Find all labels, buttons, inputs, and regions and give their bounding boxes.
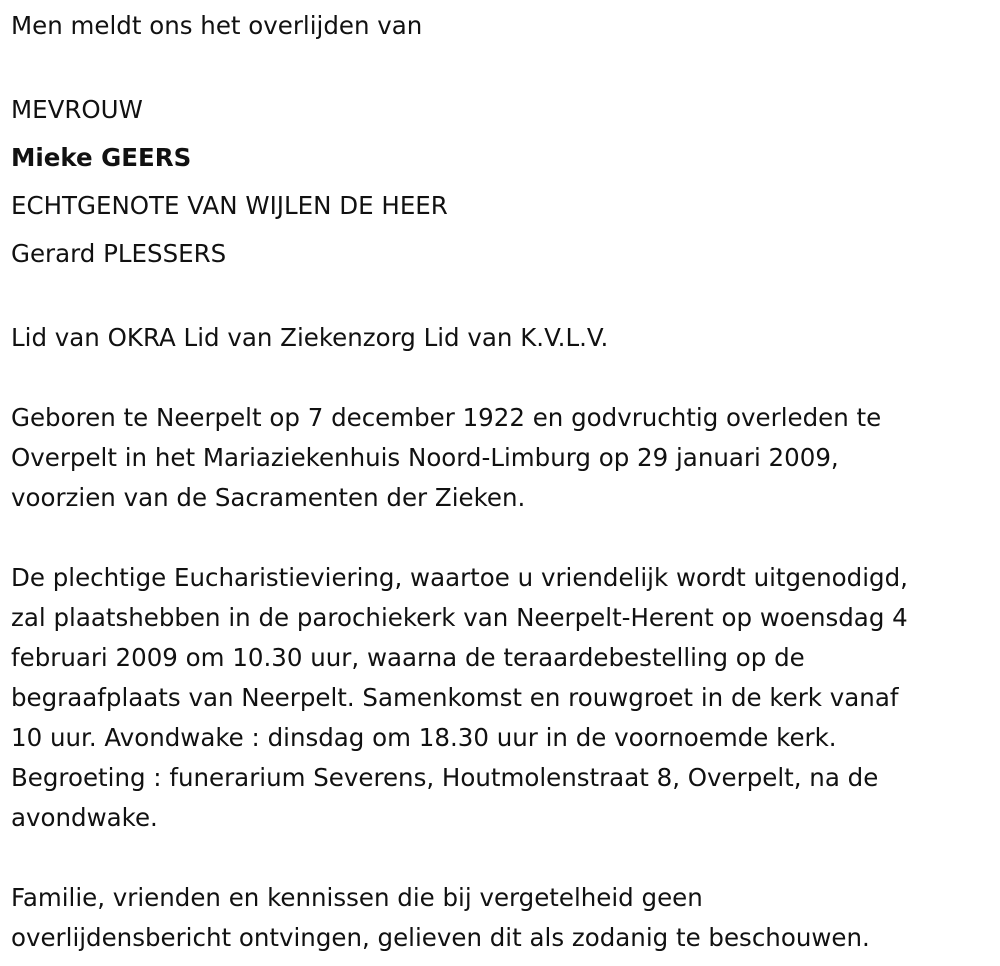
deceased-name: Mieke GEERS — [11, 143, 192, 172]
paragraph-line: De plechtige Eucharistieviering, waartoe u vriendelijk wordt uitgenodigd, — [11, 563, 908, 592]
paragraph-line: Begroeting : funerarium Severens, Houtmolenstraat 8, Overpelt, na de — [11, 763, 879, 792]
intro-text: Men meldt ons het overlijden van — [11, 11, 423, 40]
closing-paragraph — [11, 878, 1000, 958]
spacer — [11, 358, 1000, 398]
relation-text: ECHTGENOTE VAN WIJLEN DE HEER — [11, 191, 448, 220]
spacer — [11, 46, 1000, 86]
deceased-block — [11, 86, 1000, 278]
paragraph-line: 10 uur. Avondwake : dinsdag om 18.30 uur in de voornoemde kerk. — [11, 723, 837, 752]
spacer — [11, 278, 1000, 318]
paragraph-line: overlijdensbericht ontvingen, gelieven dit als zodanig te beschouwen. — [11, 923, 870, 952]
birth-death-paragraph — [11, 398, 1000, 518]
paragraph-line: Geboren te Neerpelt op 7 december 1922 en godvruchtig overleden te — [11, 403, 882, 432]
memberships-text: Lid van OKRA Lid van Ziekenzorg Lid van K.V.L.V. — [11, 323, 609, 352]
paragraph-line: Overpelt in het Mariaziekenhuis Noord-Limburg op 29 januari 2009, — [11, 443, 839, 472]
paragraph-line: voorzien van de Sacramenten der Zieken. — [11, 483, 526, 512]
paragraph-line: begraafplaats van Neerpelt. Samenkomst en rouwgroet in de kerk vanaf — [11, 683, 899, 712]
spouse-name: Gerard PLESSERS — [11, 239, 227, 268]
spacer — [11, 838, 1000, 878]
ceremony-paragraph — [11, 558, 1000, 838]
paragraph-line: zal plaatshebben in de parochiekerk van Neerpelt-Herent op woensdag 4 — [11, 603, 908, 632]
paragraph-line: avondwake. — [11, 803, 158, 832]
paragraph-line: februari 2009 om 10.30 uur, waarna de teraardebestelling op de — [11, 643, 805, 672]
spacer — [11, 518, 1000, 558]
paragraph-line: Familie, vrienden en kennissen die bij vergetelheid geen — [11, 883, 703, 912]
title-text: MEVROUW — [11, 95, 143, 124]
